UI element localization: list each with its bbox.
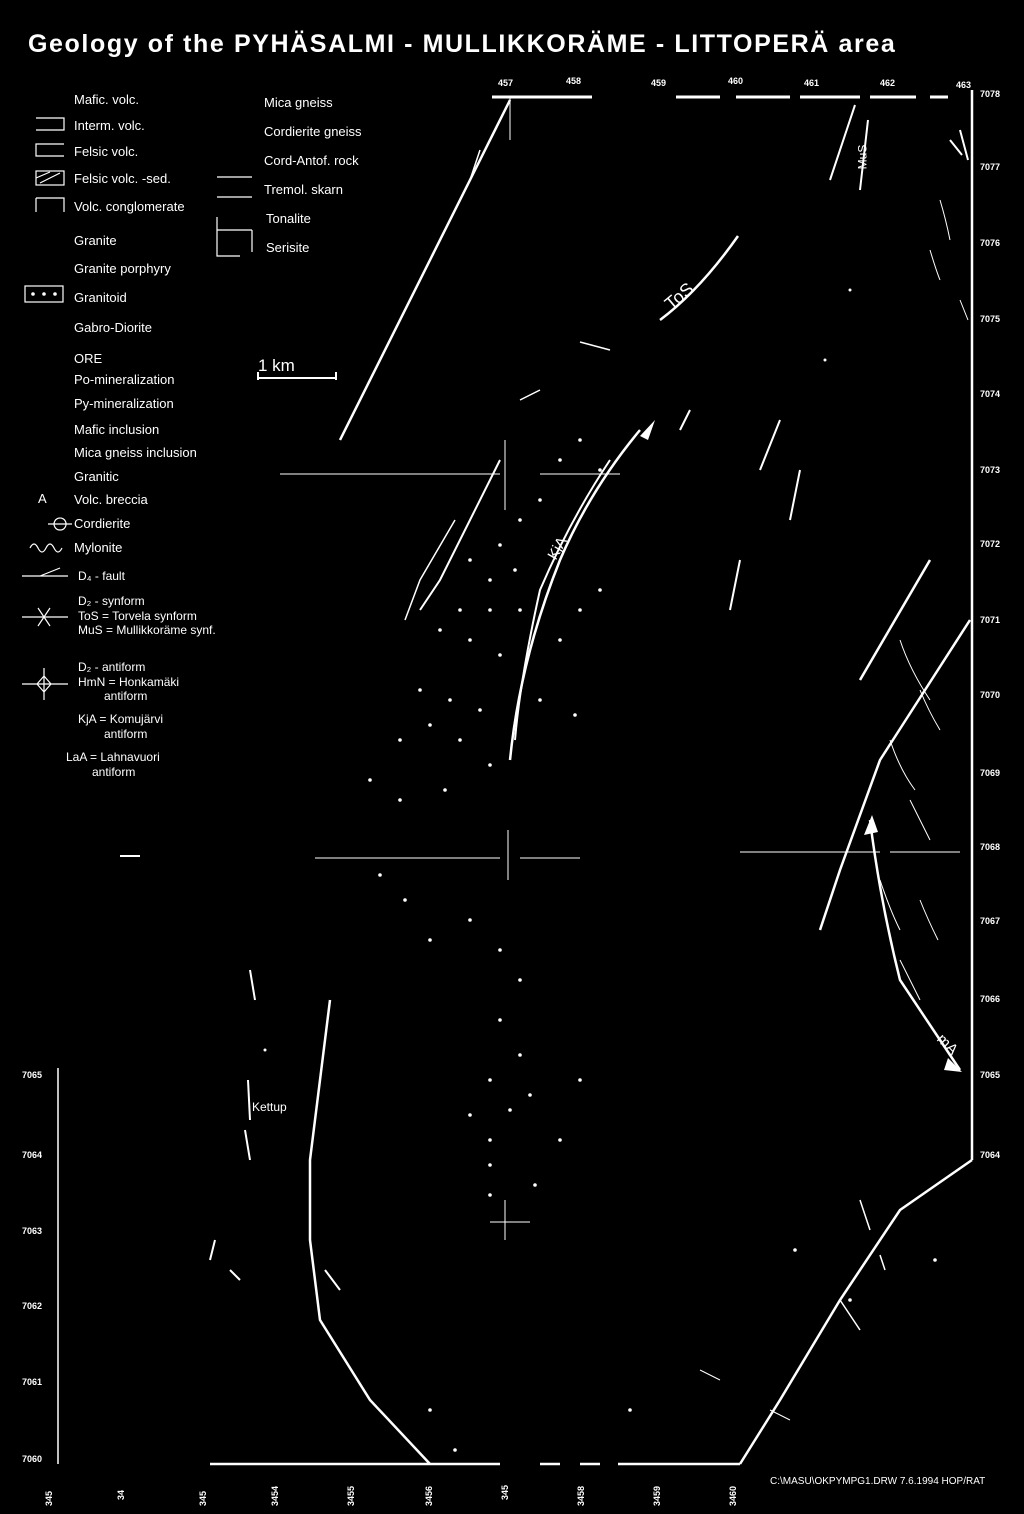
x-tick-top: 457 xyxy=(498,78,514,88)
y-tick-right: 7067 xyxy=(980,916,1001,926)
x-tick-bottom: 34 xyxy=(116,1489,126,1500)
legend-synform-line-3: MuS = Mullikkoräme synf. xyxy=(78,623,216,637)
x-tick-bottom: 345 xyxy=(500,1484,510,1500)
legend-item-mica-gneiss: Mica gneiss xyxy=(264,95,333,110)
symbol-d4-fault xyxy=(22,568,68,576)
legend-item-felsic-volc: Felsic volc. xyxy=(74,144,139,159)
y-tick-right: 7074 xyxy=(980,389,1001,399)
legend-item-granite-porphyry: Granite porphyry xyxy=(74,261,171,276)
legend-item-gabro-diorite: Gabro-Diorite xyxy=(74,320,153,335)
symbol-synform xyxy=(22,608,68,626)
legend-item-granite: Granite xyxy=(74,233,117,248)
y-tick-right: 7077 xyxy=(980,162,1001,172)
legend-item-cordierite-gneiss: Cordierite gneiss xyxy=(264,124,362,139)
legend-item-mafic-inclusion: Mafic inclusion xyxy=(74,422,160,437)
legend-item-mafic-volc: Mafic. volc. xyxy=(74,92,140,107)
y-tick-right: 7064 xyxy=(980,1150,1001,1160)
legend-item-tonalite: Tonalite xyxy=(266,211,311,226)
legend-antiform-line-6: LaA = Lahnavuori xyxy=(66,750,160,764)
x-tick-bottom: 3458 xyxy=(576,1485,586,1506)
legend-antiform-line-5: antiform xyxy=(104,727,148,741)
legend-item-granitic: Granitic xyxy=(74,469,119,484)
x-tick-bottom: 345 xyxy=(198,1490,208,1506)
fold-label-kja: KjA xyxy=(544,534,571,563)
legend-antiform-line-3: antiform xyxy=(104,689,148,703)
scale-bar-label: 1 km xyxy=(258,356,295,375)
y-tick-right: 7075 xyxy=(980,314,1001,324)
y-tick-right: 7066 xyxy=(980,994,1001,1004)
y-tick-right: 7071 xyxy=(980,615,1001,625)
symbol-volc-breccia: A xyxy=(38,491,47,506)
x-tick-bottom: 3460 xyxy=(728,1485,738,1506)
legend-item-py-mineralization: Py-mineralization xyxy=(74,396,174,411)
x-tick-bottom: 3454 xyxy=(270,1485,280,1506)
x-tick-top: 458 xyxy=(566,76,582,86)
fold-axis-kja xyxy=(510,430,640,760)
y-tick-left: 7065 xyxy=(22,1070,43,1080)
legend-synform-line-2: ToS = Torvela synform xyxy=(78,609,197,623)
x-tick-top: 462 xyxy=(880,78,896,88)
y-tick-right: 7070 xyxy=(980,690,1001,700)
x-tick-bottom: 3459 xyxy=(652,1485,662,1506)
fold-label-tos: ToS xyxy=(660,278,698,314)
legend-item-ore: ORE xyxy=(74,351,103,366)
legend-item-felsic-volc-sed: Felsic volc. -sed. xyxy=(74,171,171,186)
symbol-cordierite xyxy=(48,518,72,530)
legend-item-d4-fault: D₄ - fault xyxy=(78,569,125,583)
y-tick-right: 7078 xyxy=(980,89,1001,99)
legend-item-serisite: Serisite xyxy=(266,240,310,255)
legend-item-interm-volc: Interm. volc. xyxy=(74,118,145,133)
file-footer: C:\MASU\OKPYMPG1.DRW 7.6.1994 HOP/RAT xyxy=(770,1476,986,1487)
legend-item-granitoid: Granitoid xyxy=(74,290,127,305)
y-tick-left: 7063 xyxy=(22,1226,43,1236)
legend-item-volc-breccia: Volc. breccia xyxy=(74,492,148,507)
symbol-right-boxes xyxy=(217,177,252,256)
legend-antiform-line-1: D₂ - antiform xyxy=(78,660,146,674)
x-tick-top: 459 xyxy=(651,78,667,88)
y-tick-right: 7068 xyxy=(980,842,1001,852)
y-tick-right: 7076 xyxy=(980,238,1001,248)
y-tick-left: 7061 xyxy=(22,1377,43,1387)
scale-bar xyxy=(258,372,336,380)
x-tick-top: 461 xyxy=(804,78,820,88)
x-tick-top: 460 xyxy=(728,76,744,86)
legend-antiform-line-2: HmN = Honkamäki xyxy=(78,675,180,689)
legend-item-mica-gneiss-inclusion: Mica gneiss inclusion xyxy=(74,445,197,460)
legend-item-po-mineralization: Po-mineralization xyxy=(74,372,175,387)
legend-item-cordierite: Cordierite xyxy=(74,516,131,531)
legend-synform-line-1: D₂ - synform xyxy=(78,594,145,608)
x-tick-top: 463 xyxy=(956,80,972,90)
fold-label-mus: MuS xyxy=(855,144,870,170)
legend-item-mylonite: Mylonite xyxy=(74,540,123,555)
x-tick-bottom: 3456 xyxy=(424,1485,434,1506)
symbol-hatch xyxy=(36,172,60,183)
y-tick-right: 7072 xyxy=(980,539,1001,549)
legend-item-cord-antof-rock: Cord-Antof. rock xyxy=(264,153,359,168)
symbol-interm-volc xyxy=(36,118,64,130)
arrowhead-hma xyxy=(864,815,878,835)
legend-item-tremol-skarn: Tremol. skarn xyxy=(264,182,343,197)
y-tick-left: 7064 xyxy=(22,1150,43,1160)
legend-item-volc-conglomerate: Volc. conglomerate xyxy=(74,199,185,214)
arrowhead-kja xyxy=(640,420,655,440)
y-tick-right: 7073 xyxy=(980,465,1001,475)
map-title: Geology of the PYHÄSALMI - MULLIKKORÄME - LITTOPERÄ area xyxy=(28,30,897,58)
symbol-volc-conglomerate xyxy=(36,198,64,212)
fold-label-hma: mA xyxy=(933,1030,962,1059)
place-label-kettup: Kettup xyxy=(252,1100,287,1114)
symbol-antiform xyxy=(22,668,68,700)
legend-antiform-line-4: KjA = Komujärvi xyxy=(78,712,164,726)
legend-antiform-line-7: antiform xyxy=(92,765,136,779)
symbol-mylonite xyxy=(30,544,62,552)
y-tick-right: 7065 xyxy=(980,1070,1001,1080)
x-tick-bottom: 345 xyxy=(44,1490,54,1506)
y-tick-left: 7060 xyxy=(22,1454,43,1464)
y-tick-right: 7069 xyxy=(980,768,1001,778)
symbol-felsic-volc xyxy=(36,144,64,156)
y-tick-left: 7062 xyxy=(22,1301,43,1311)
x-tick-bottom: 3455 xyxy=(346,1485,356,1506)
